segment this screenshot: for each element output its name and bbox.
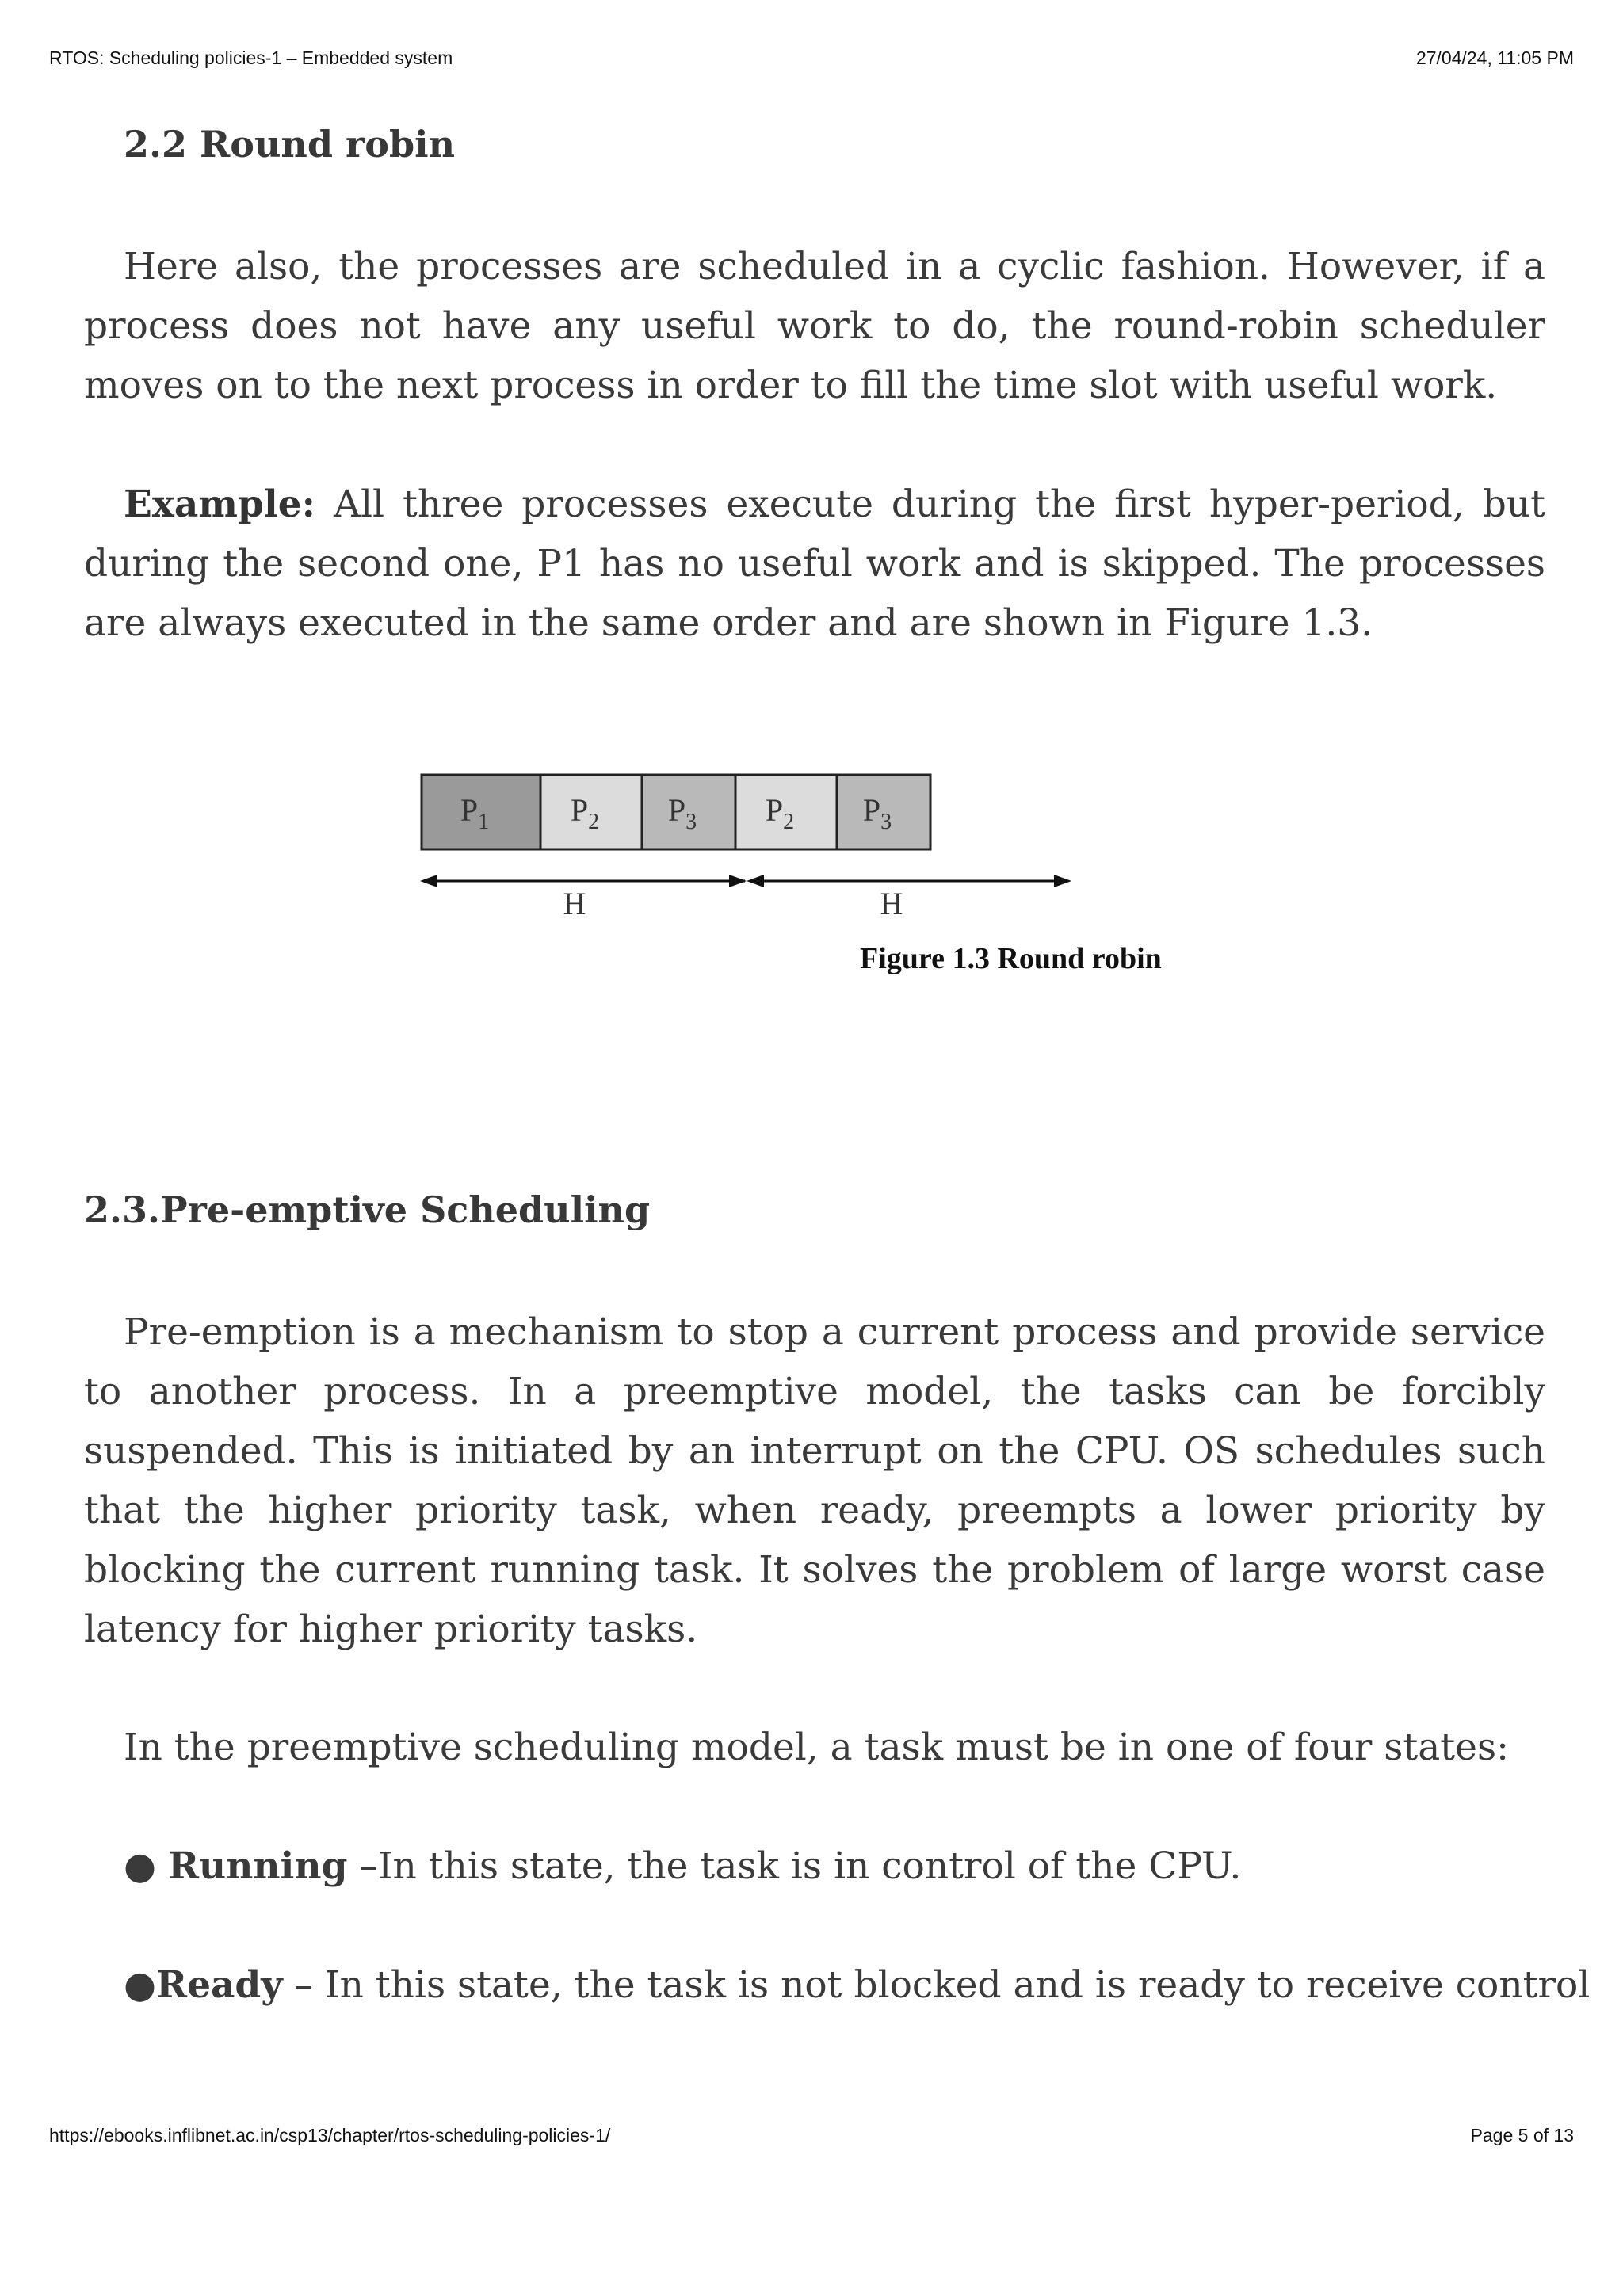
states-intro-paragraph (84, 1718, 1545, 1777)
print-header (49, 48, 1574, 69)
round-robin-heading: 2.2 Round robin (124, 123, 456, 166)
state-bullet-running (124, 1836, 1545, 1896)
bullet-marker: ● (124, 1963, 157, 2007)
state-bullet-ready (124, 1955, 1591, 2015)
process-subscript: 2 (783, 810, 795, 834)
example-text: All three processes execute during the first hyper-period, but during the second one, P1 has no useful work and is skipped. The processes are always executed in the same order and are shown in Figure 1.3. (84, 482, 1545, 645)
process-subscript: 2 (588, 810, 600, 834)
period-arrow-2-right-head (1054, 875, 1071, 887)
print-footer-url: https://ebooks.inflibnet.ac.in/csp13/chapter/rtos-scheduling-policies-1/ (49, 2125, 611, 2145)
state-description-ready: – In this state, the task is not blocked and is ready to receive control (294, 1963, 1591, 2007)
print-header-title: RTOS: Scheduling policies-1 – Embedded system (49, 48, 453, 68)
print-header-datetime: 27/04/24, 11:05 PM (1415, 48, 1574, 68)
period-arrow-1-left-head (420, 875, 437, 887)
preemption-paragraph-text: Pre-emption is a mechanism to stop a current process and provide service to another process. In a preemptive model, the tasks can be forcibly suspended. This is initiated by an interrupt on the CPU. OS schedules such that the higher priority task, when ready, preempts a lower priority by blocking the current running task. It solves the problem of large worst case latency for higher priority tasks. (84, 1310, 1545, 1651)
print-footer-page: Page 5 of 13 (1470, 2125, 1574, 2145)
process-blocks (422, 775, 930, 849)
process-subscript: 1 (478, 810, 490, 834)
process-label: $P_3$ (862, 792, 892, 834)
hyper-period-arrows (420, 875, 1071, 921)
process-label: $P_2$ (570, 792, 600, 834)
period-label-1: H (563, 886, 586, 921)
process-label: $P_3$ (667, 792, 697, 834)
state-term-running: Running (167, 1844, 348, 1888)
states-intro-text: In the preemptive scheduling model, a task must be in one of four states: (124, 1726, 1509, 1769)
print-footer (49, 2125, 1574, 2146)
process-label: $P_2$ (765, 792, 795, 834)
preemption-paragraph (84, 1302, 1545, 1659)
round-robin-paragraph (84, 237, 1545, 415)
state-description-running: –In this state, the task is in control of the CPU. (359, 1844, 1242, 1888)
period-label-2: H (880, 886, 903, 921)
example-label: Example: (124, 482, 315, 526)
example-paragraph (84, 475, 1545, 653)
preemptive-heading: 2.3.Pre-emptive Scheduling (84, 1188, 651, 1231)
period-arrow-1-right-head (729, 875, 747, 887)
state-term-ready: Ready (156, 1963, 283, 2007)
process-subscript: 3 (880, 810, 892, 834)
bullet-marker: ● (124, 1844, 157, 1888)
figure-caption: Figure 1.3 Round robin (860, 942, 1162, 975)
process-label: $P_1$ (460, 792, 490, 834)
period-arrow-2-left-head (747, 875, 764, 887)
round-robin-figure (420, 761, 1228, 990)
round-robin-diagram (420, 761, 1228, 943)
round-robin-paragraph-text: Here also, the processes are scheduled in a cyclic fashion. However, if a process does not have any useful work to do, the round-robin scheduler moves on to the next process in order to fill the time slot with useful work. (84, 245, 1545, 407)
process-subscript: 3 (685, 810, 697, 834)
